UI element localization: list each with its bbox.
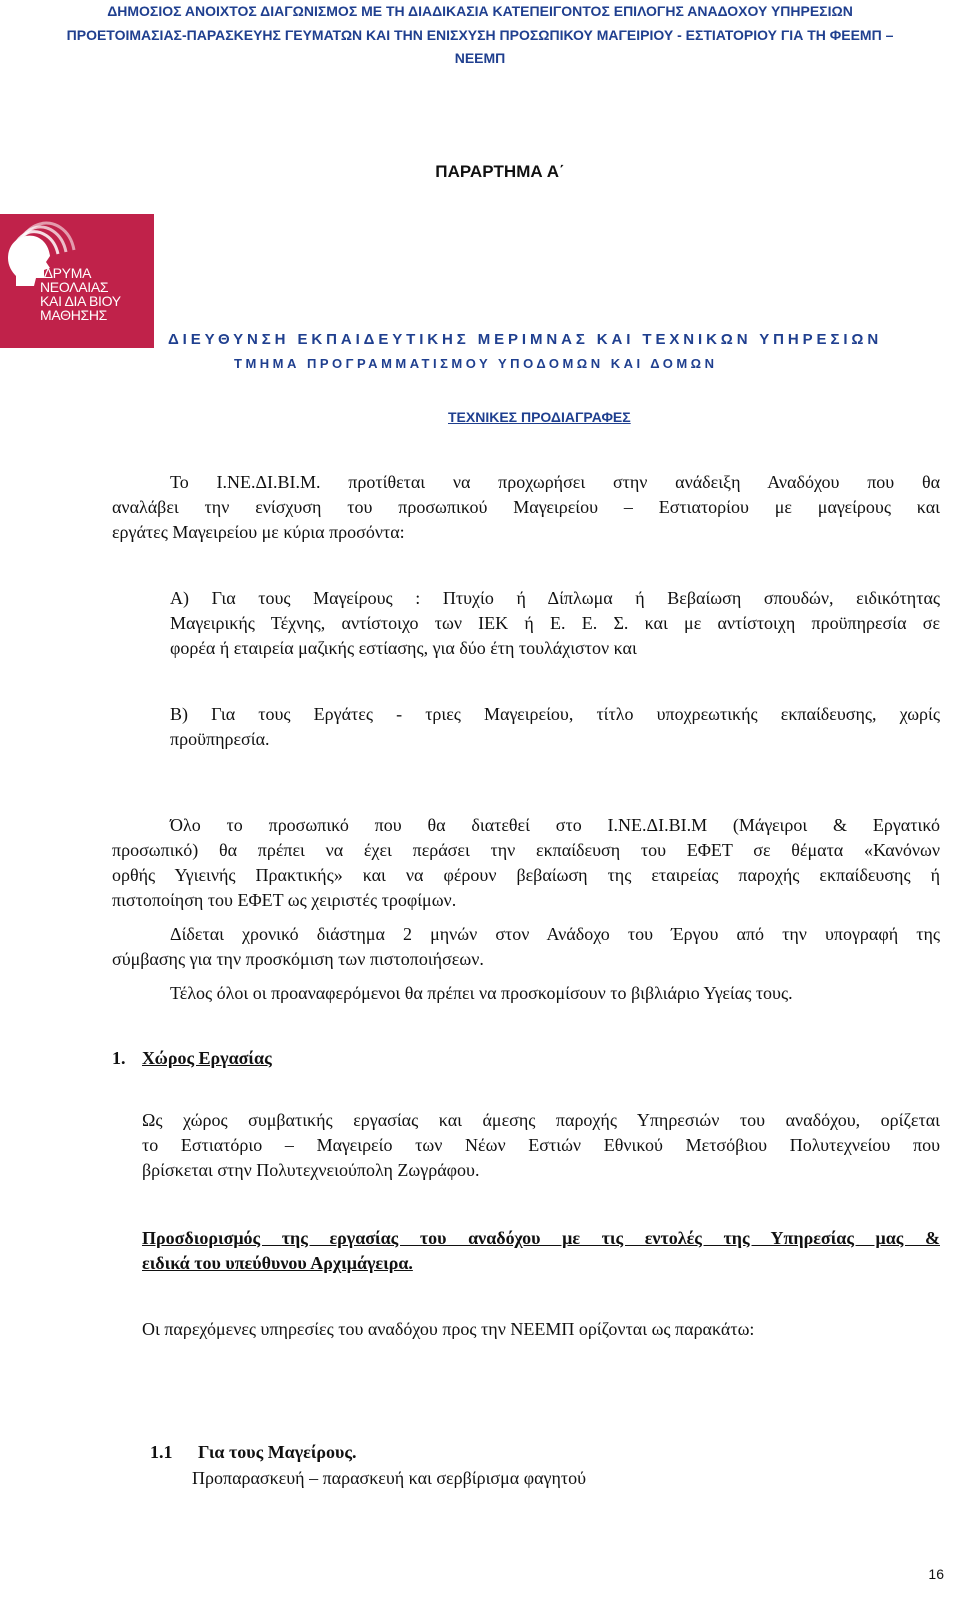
directorate-title: ΔΙΕΥΘΥΝΣΗ ΕΚΠΑΙΔΕΥΤΙΚΗΣ ΜΕΡΙΜΝΑΣ ΚΑΙ ΤΕΧΝΙΚΩΝ ΥΠΗΡΕΣΙΩΝ — [168, 331, 883, 348]
duties-heading-line-2: ειδικά του υπεύθυνου Αρχιμάγειρα. — [142, 1253, 413, 1273]
services-intro: Οι παρεχόμενες υπηρεσίες του αναδόχου προς την ΝΕΕΜΠ ορίζονται ως παρακάτω: — [142, 1319, 755, 1339]
logo-line-4: ΜΑΘΗΣΗΣ — [40, 307, 108, 323]
header-line-2: ΠΡΟΕΤΟΙΜΑΣΙΑΣ-ΠΑΡΑΣΚΕΥΗΣ ΓΕΥΜΑΤΩΝ ΚΑΙ ΤΗΝ ΕΝΙΣΧΥΣΗ ΠΡΟΣΩΠΙΚΟΥ ΜΑΓΕΙΡΙΟΥ - ΕΣΤΙΑΤΟΡΙΟΥ ΓΙΑ ΤΗ ΦΕΕΜΠ – — [66, 27, 894, 43]
staff-line-4: πιστοποίηση του ΕΦΕΤ ως χειριστές τροφίμων. — [112, 890, 457, 910]
subsection-title: Για τους Μαγείρους. — [198, 1442, 357, 1462]
item-a-line-2: Μαγειρικής Τέχνης, αντίστοιχο των ΙΕΚ ή Ε. Ε. Σ. και με αντίστοιχη προϋπηρεσία σε — [170, 613, 940, 633]
item-b-line-2: προϋπηρεσία. — [170, 729, 270, 749]
logo-line-1: ΙΔΡΥΜΑ — [40, 265, 92, 281]
logo-line-3: ΚΑΙ ΔΙΑ ΒΙΟΥ — [40, 293, 121, 309]
item-b-line-1: Β) Για τους Εργάτες - τριες Μαγειρείου, τίτλο υποχρεωτικής εκπαίδευσης, χωρίς — [170, 704, 940, 724]
intro-line-2: αναλάβει την ενίσχυση του προσωπικού Μαγειρείου – Εστιατορίου με μαγείρους και — [112, 497, 940, 517]
header-line-3: ΝΕΕΜΠ — [454, 50, 506, 66]
item-a-line-3: φορέα ή εταιρεία μαζικής εστίασης, για δύο έτη τουλάχιστον και — [170, 638, 637, 658]
staff-line-3: ορθής Υγιεινής Πρακτικής» και να φέρουν βεβαίωση της εταιρείας παροχής εκπαίδευσης ή — [112, 865, 940, 885]
staff-line-1: Όλο το προσωπικό που θα διατεθεί στο Ι.ΝΕ.ΔΙ.ΒΙ.Μ (Μάγειροι & Εργατικό — [170, 815, 940, 835]
item-a-line-1: Α) Για τους Μαγείρους : Πτυχίο ή Δίπλωμα ή Βεβαίωση σπουδών, ειδικότητας — [170, 588, 940, 608]
subsection-text: Προπαρασκευή – παρασκευή και σερβίρισμα φαγητού — [192, 1468, 587, 1488]
staff-line-2: προσωπικό) θα πρέπει να έχει περάσει την εκπαίδευση του ΕΦΕΤ σε θέματα «Κανόνων — [112, 840, 940, 860]
health-line: Τέλος όλοι οι προαναφερόμενοι θα πρέπει να προσκομίσουν το βιβλιάριο Υγείας τους. — [170, 983, 793, 1003]
specs-title: ΤΕΧΝΙΚΕΣ ΠΡΟΔΙΑΓΡΑΦΕΣ — [448, 409, 631, 425]
institute-logo — [0, 214, 154, 348]
workplace-line-1: Ως χώρος συμβατικής εργασίας και άμεσης παροχής Υπηρεσιών του αναδόχου, ορίζεται — [142, 1110, 940, 1130]
deadline-line-1: Δίδεται χρονικό διάστημα 2 μηνών στον Ανάδοχο του Έργου από την υπογραφή της — [170, 924, 940, 944]
section-title: ΤΜΗΜΑ ΠΡΟΓΡΑΜΜΑΤΙΣΜΟΥ ΥΠΟΔΟΜΩΝ ΚΑΙ ΔΟΜΩΝ — [234, 356, 718, 371]
intro-line-1: Το Ι.ΝΕ.ΔΙ.ΒΙ.Μ. προτίθεται να προχωρήσει στην ανάδειξη Αναδόχου που θα — [170, 472, 940, 492]
header-line-1: ΔΗΜΟΣΙΟΣ ΑΝΟΙΧΤΟΣ ΔΙΑΓΩΝΙΣΜΟΣ ΜΕ ΤΗ ΔΙΑΔΙΚΑΣΙΑ ΚΑΤΕΠΕΙΓΟΝΤΟΣ ΕΠΙΛΟΓΗΣ ΑΝΑΔΟΧΟΥ ΥΠΗΡΕΣΙΩΝ — [107, 3, 853, 19]
section-1-title: Χώρος Εργασίας — [142, 1048, 272, 1068]
page-number: 16 — [928, 1566, 944, 1582]
annex-title: ΠΑΡΑΡΤΗΜΑ Α΄ — [435, 162, 565, 181]
duties-heading-line-1: Προσδιορισμός της εργασίας του αναδόχου με τις εντολές της Υπηρεσίας μας & — [142, 1228, 940, 1248]
workplace-line-2: το Εστιατόριο – Μαγειρείο των Νέων Εστιών Εθνικού Μετσόβιου Πολυτεχνείου που — [142, 1135, 940, 1155]
deadline-line-2: σύμβασης για την προσκόμιση των πιστοποιήσεων. — [112, 949, 484, 969]
intro-line-3: εργάτες Μαγειρείου με κύρια προσόντα: — [112, 522, 405, 542]
subsection-number: 1.1 — [150, 1442, 173, 1462]
section-1-number: 1. — [112, 1048, 126, 1068]
logo-line-2: ΝΕΟΛΑΙΑΣ — [40, 279, 109, 295]
workplace-line-3: βρίσκεται στην Πολυτεχνειούπολη Ζωγράφου. — [142, 1160, 480, 1180]
